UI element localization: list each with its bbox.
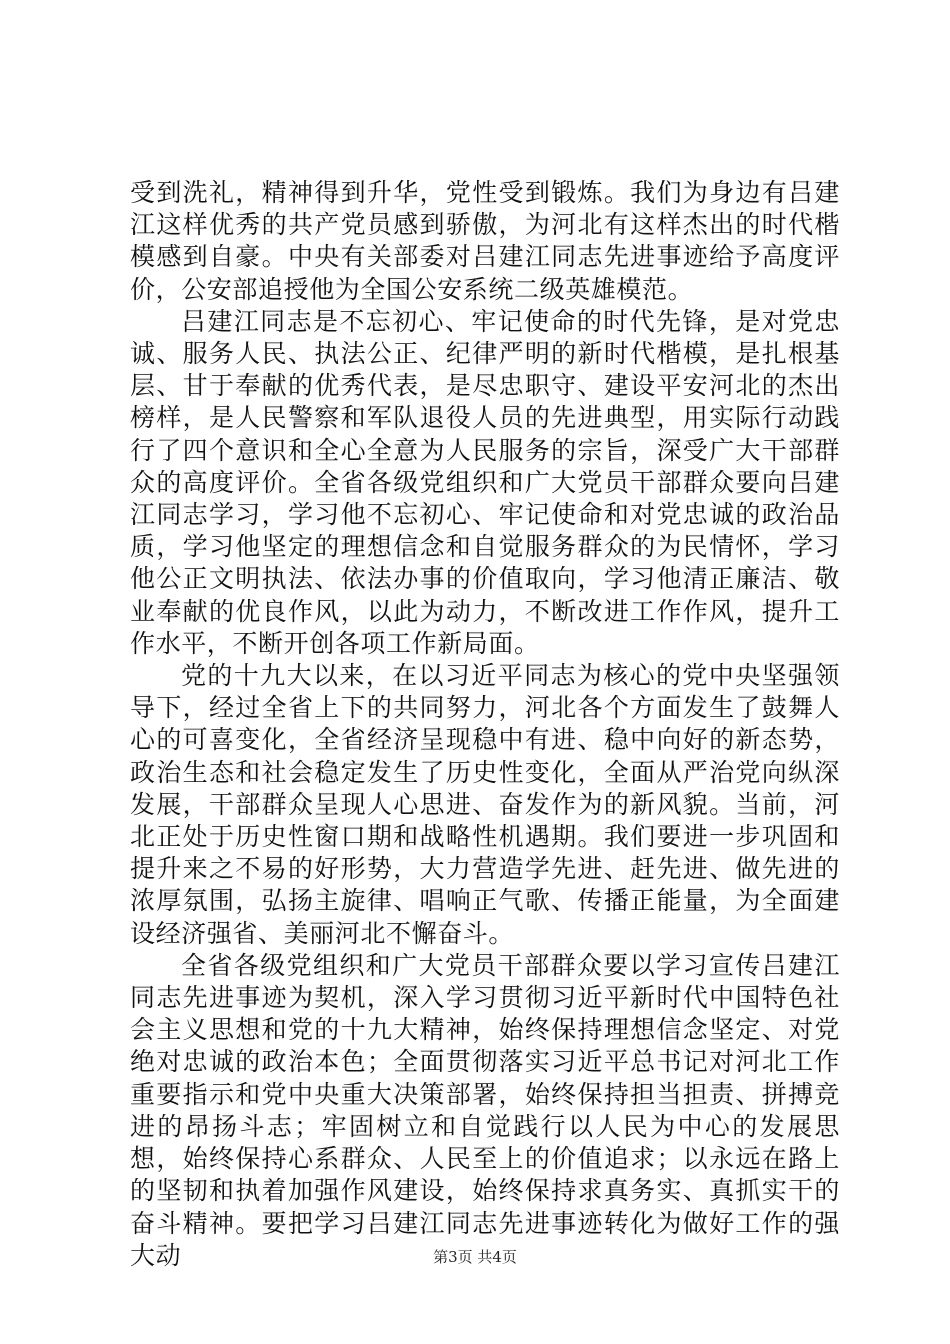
paragraph-4: 全省各级党组织和广大党员干部群众要以学习宣传吕建江同志先进事迹为契机，深入学习贯彻习近平新时代中国特色社会主义思想和党的十九大精神，始终保持理想信念坚定、对党绝对忠诚的政治本色；全面贯彻落实习近平总书记对河北工作重要指示和党中央重大决策部署，始终保持担当担责、拼搏竞进的昂扬斗志；牢固树立和自觉践行以人民为中心的发展思想，始终保持心系群众、人民至上的价值追求；以永远在路上的坚韧和执着加强作风建设，始终保持求真务实、真抓实干的奋斗精神。要把学习吕建江同志先进事迹转化为做好工作的强大动 <box>130 950 840 1270</box>
document-body <box>130 177 840 1272</box>
paragraph-2: 吕建江同志是不忘初心、牢记使命的时代先锋，是对党忠诚、服务人民、执法公正、纪律严明的新时代楷模，是扎根基层、甘于奉献的优秀代表，是尽忠职守、建设平安河北的杰出榜样，是人民警察和军队退役人员的先进典型，用实际行动践行了四个意识和全心全意为人民服务的宗旨，深受广大干部群众的高度评价。全省各级党组织和广大党员干部群众要向吕建江同志学习，学习他不忘初心、牢记使命和对党忠诚的政治品质，学习他坚定的理想信念和自觉服务群众的为民情怀，学习他公正文明执法、依法办事的价值取向，学习他清正廉洁、敬业奉献的优良作风，以此为动力，不断改进工作作风，提升工作水平，不断开创各项工作新局面。 <box>130 306 840 658</box>
page-footer: 第3页 共4页 <box>433 1248 517 1266</box>
paragraph-3: 党的十九大以来，在以习近平同志为核心的党中央坚强领导下，经过全省上下的共同努力，河北各个方面发生了鼓舞人心的可喜变化，全省经济呈现稳中有进、稳中向好的新态势，政治生态和社会稳定发生了历史性变化，全面从严治党向纵深发展，干部群众呈现人心思进、奋发作为的新风貌。当前，河北正处于历史性窗口期和战略性机遇期。我们要进一步巩固和提升来之不易的好形势，大力营造学先进、赶先进、做先进的浓厚氛围，弘扬主旋律、唱响正气歌、传播正能量，为全面建设经济强省、美丽河北不懈奋斗。 <box>130 661 840 948</box>
paragraph-1: 受到洗礼，精神得到升华，党性受到锻炼。我们为身边有吕建江这样优秀的共产党员感到骄傲，为河北有这样杰出的时代楷模感到自豪。中央有关部委对吕建江同志先进事迹给予高度评价，公安部追授他为全国公安系统二级英雄模范。 <box>130 178 840 304</box>
